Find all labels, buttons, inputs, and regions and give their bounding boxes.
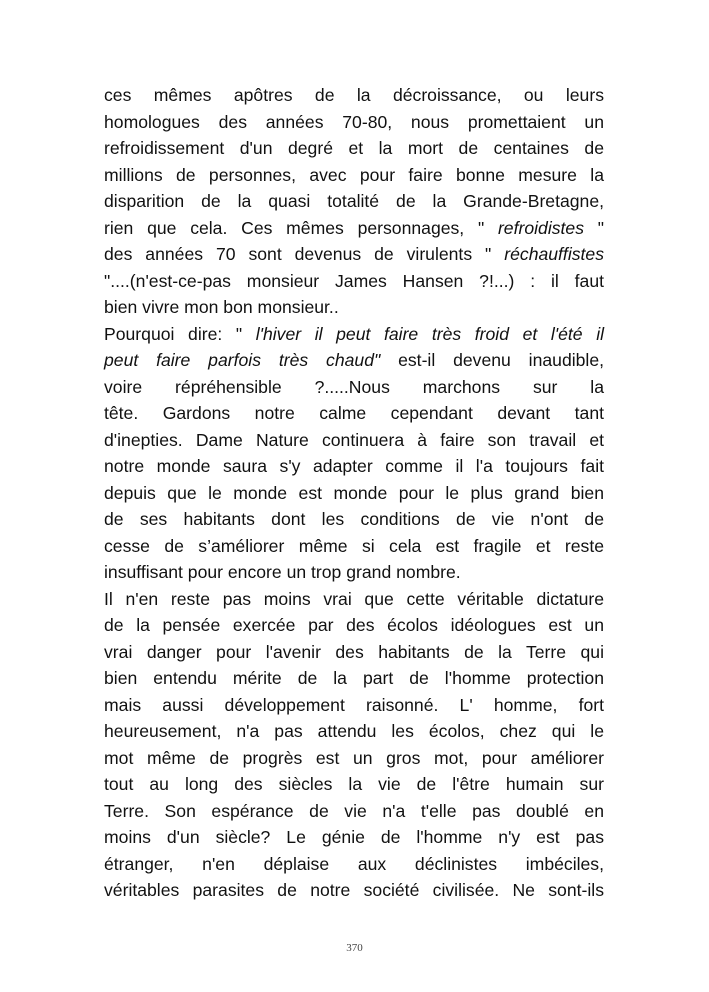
text-line-segment: " (584, 217, 604, 238)
text-line: véritables parasites de notre société civilisée. Ne sont-ils (104, 880, 604, 900)
text-line: millions de personnes, avec pour faire bonne mesure la (104, 164, 604, 185)
text-line: Terre. Son espérance de vie n'a t'elle pas doublé en (104, 800, 604, 821)
text-line: refroidissement d'un degré et la mort de centaines de (104, 138, 604, 158)
text-line: notre monde saura s'y adapter comme il l'a toujours fait (104, 456, 604, 476)
page-number: 370 (346, 942, 363, 954)
text-line: moins d'un siècle? Le génie de l'homme n'y est pas (104, 827, 604, 847)
text-line-segment: est-il devenu inaudible, (380, 350, 605, 370)
text-line (104, 215, 604, 242)
text-line: heureusement, n'a pas attendu les écolos, chez qui le (104, 721, 604, 741)
italic-quote: peut faire parfois très chaud" (104, 350, 381, 370)
text-line: bien entendu mérite de la part de l'homme protection (104, 668, 604, 688)
italic-quote: réchauffistes (504, 244, 604, 264)
text-line (104, 321, 604, 348)
text-line: insuffisant pour encore un trop grand nombre. (104, 562, 461, 582)
text-line: depuis que le monde est monde pour le plus grand bien (104, 482, 604, 503)
text-line: d'inepties. Dame Nature continuera à faire son travail et (104, 429, 604, 450)
text-line: cesse de s’améliorer même si cela est fragile et reste (104, 535, 604, 556)
text-line: de la pensée exercée par des écolos idéologues est un (104, 615, 604, 635)
text-line (104, 241, 604, 268)
text-line: tête. Gardons notre calme cependant devant tant (104, 403, 604, 423)
text-line: voire répréhensible ?.....Nous marchons sur la (104, 376, 604, 397)
text-line: ces mêmes apôtres de la décroissance, ou leurs (104, 85, 604, 105)
text-line-segment: rien que cela. Ces mêmes personnages, " (104, 217, 498, 238)
text-line: mot même de progrès est un gros mot, pour améliorer (104, 747, 604, 768)
body-text (104, 82, 604, 904)
italic-quote: l'hiver il peut faire très froid et l'été il (255, 323, 605, 344)
text-line: étranger, n'en déplaise aux déclinistes imbéciles, (104, 853, 604, 874)
italic-quote: refroidistes (497, 217, 584, 238)
text-line: disparition de la quasi totalité de la Grande-Bretagne, (104, 191, 604, 211)
text-line: Il n'en reste pas moins vrai que cette véritable dictature (104, 588, 604, 609)
text-line (104, 347, 604, 374)
text-line: de ses habitants dont les conditions de vie n'ont de (104, 509, 604, 529)
text-line: vrai danger pour l'avenir des habitants de la Terre qui (104, 641, 604, 662)
text-line-segment: des années 70 sont devenus de virulents " (104, 244, 505, 264)
text-line: homologues des années 70-80, nous promettaient un (104, 111, 604, 132)
text-line: "....(n'est-ce-pas monsieur James Hansen ?!...) : il faut (104, 270, 604, 291)
text-line-segment: Pourquoi dire: " (104, 323, 256, 344)
text-line: tout au long des siècles la vie de l'être humain sur (104, 774, 604, 794)
text-line: mais aussi développement raisonné. L' homme, fort (104, 694, 604, 715)
text-line: bien vivre mon bon monsieur.. (104, 297, 339, 317)
